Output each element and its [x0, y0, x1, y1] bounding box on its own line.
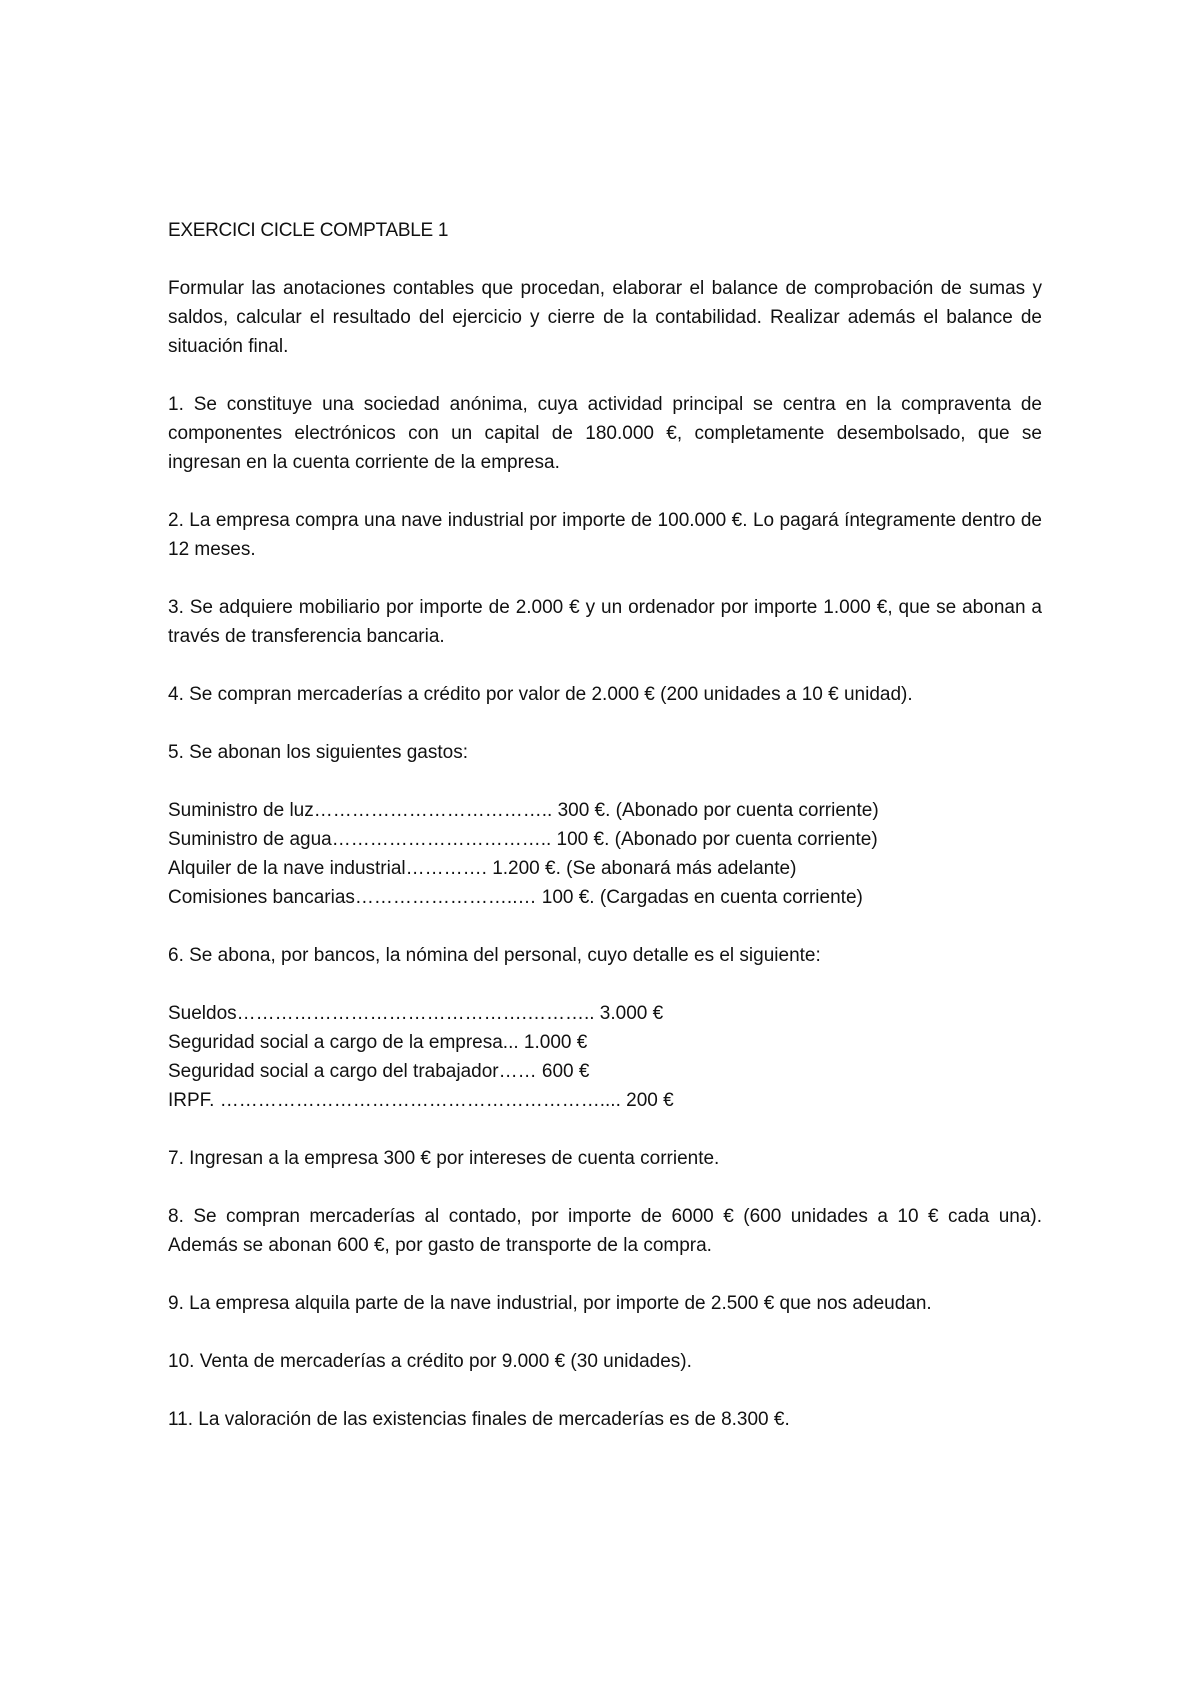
item-10: 10. Venta de mercaderías a crédito por 9.000 € (30 unidades). [168, 1351, 692, 1372]
item-11: 11. La valoración de las existencias finales de mercaderías es de 8.300 €. [168, 1409, 790, 1430]
expense-line: Comisiones bancarias……………………..… 100 €. (Cargadas en cuenta corriente) [168, 887, 863, 908]
payroll-list [168, 999, 1042, 1115]
item-7: 7. Ingresan a la empresa 300 € por intereses de cuenta corriente. [168, 1148, 720, 1169]
intro-paragraph: Formular las anotaciones contables que procedan, elaborar el balance de comprobación de sumas y saldos, calcular el resultado del ejercicio y cierre de la contabilidad. Realizar además el balance de situación final. [168, 278, 1042, 357]
expense-line: Suministro de luz……………………………….. 300 €. (Abonado por cuenta corriente) [168, 800, 879, 821]
expenses-list [168, 796, 1042, 912]
item-5: 5. Se abonan los siguientes gastos: [168, 742, 468, 763]
item-3: 3. Se adquiere mobiliario por importe de 2.000 € y un ordenador por importe 1.000 €, que se abonan a través de transferencia bancaria. [168, 597, 1042, 647]
payroll-line: Sueldos……………………………………….……….. 3.000 € [168, 1003, 664, 1024]
item-9: 9. La empresa alquila parte de la nave industrial, por importe de 2.500 € que nos adeudan. [168, 1293, 932, 1314]
item-2: 2. La empresa compra una nave industrial por importe de 100.000 €. Lo pagará íntegramente dentro de 12 meses. [168, 510, 1042, 560]
document-page [168, 216, 1042, 1463]
payroll-line: Seguridad social a cargo del trabajador…… 600 € [168, 1061, 590, 1082]
payroll-line: Seguridad social a cargo de la empresa... 1.000 € [168, 1032, 588, 1053]
item-8: 8. Se compran mercaderías al contado, por importe de 6000 € (600 unidades a 10 € cada una). Además se abonan 600 €, por gasto de transporte de la compra. [168, 1206, 1042, 1256]
item-1: 1. Se constituye una sociedad anónima, cuya actividad principal se centra en la compraventa de componentes electrónicos con un capital de 180.000 €, completamente desembolsado, que se ingresan en la cuenta corriente de la empresa. [168, 394, 1042, 473]
item-6: 6. Se abona, por bancos, la nómina del personal, cuyo detalle es el siguiente: [168, 945, 821, 966]
expense-line: Alquiler de la nave industrial…………. 1.200 €. (Se abonará más adelante) [168, 858, 797, 879]
item-4: 4. Se compran mercaderías a crédito por valor de 2.000 € (200 unidades a 10 € unidad). [168, 684, 913, 705]
payroll-line: IRPF. …………………………………………………….... 200 € [168, 1090, 674, 1111]
document-title: EXERCICI CICLE COMPTABLE 1 [168, 220, 449, 241]
expense-line: Suministro de agua…………………………….. 100 €. (Abonado por cuenta corriente) [168, 829, 878, 850]
